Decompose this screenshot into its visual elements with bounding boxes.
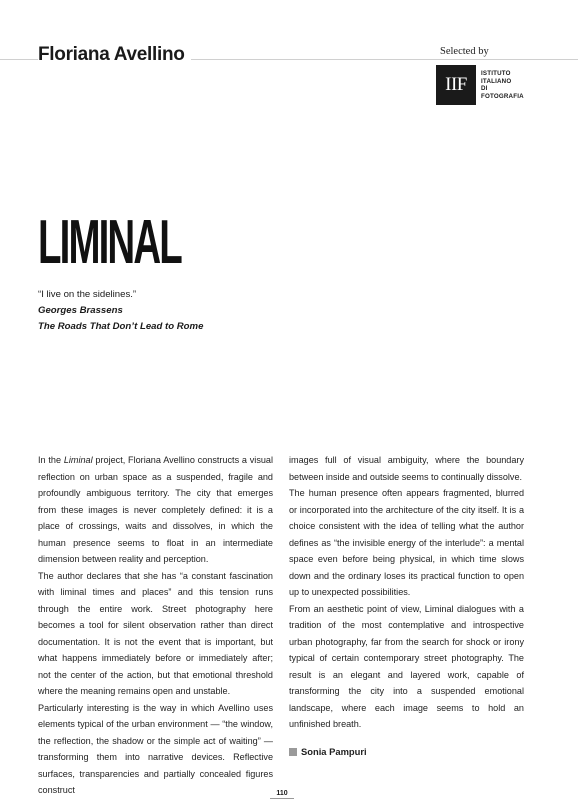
quote-text: “I live on the sidelines.” [38, 289, 137, 300]
selected-by-label: Selected by [436, 46, 493, 57]
iif-logo [436, 65, 524, 105]
paragraph: The human presence often appears fragmented, blurred or incorporated into the architecture of the city itself. It is a choice consistent with the idea of telling what the author defines as “the invisible energy of the interlude”: a mental space even before being physical, in which time slows down and the ordinary loses its practical function to open up to unexpected possibilities. [289, 488, 524, 597]
page-number: 110 [270, 790, 294, 799]
paragraph: Particularly interesting is the way in which Avellino uses elements typical of the urban environment — “the window, the reflection, the shadow or the simple act of waiting” — transforming them into narrative devices. Reflective surfaces, transparencies and partially concealed figures construct [38, 702, 273, 795]
logo-mark: IIF [436, 65, 476, 105]
paragraph: In the Liminal project, Floriana Avellino constructs a visual reflection on urban space as a suspended, fragile and profoundly ambiguous territory. The city that emerges from these images is never completely defined: it is a place of crossings, waits and dissolves, in which the human presence seems to float in an intermediate dimension between reality and perception. [38, 455, 274, 564]
signature-square-icon [289, 748, 297, 756]
logo-line: ITALIANO [481, 77, 512, 85]
logo-wordmark [481, 70, 524, 100]
logo-line: ISTITUTO [481, 70, 511, 77]
text-column-left [38, 452, 273, 799]
quote-source: The Roads That Don’t Lead to Rome [38, 321, 204, 332]
paragraph: The author declares that she has “a constant fascination with liminal times and places” and this tension runs through the entire work. Street photography here becomes a tool for silent observation rather than direct documentation. It is not the event that is important, but what happens immediately before or immediately after; not the center of the action, but that emotional threshold where the meaning remains open and unstable. [38, 570, 273, 696]
project-title: LIMINAL [38, 208, 181, 277]
project-name-italic: Liminal [63, 455, 93, 465]
epigraph [38, 287, 203, 335]
quote-author: Georges Brassens [38, 305, 123, 316]
paragraph: images full of visual ambiguity, where the boundary between inside and outside seems to continually dissolve. [289, 455, 524, 482]
paragraph: From an aesthetic point of view, Liminal dialogues with a tradition of the most contemplative and introspective urban photography, far from the search for shock or irony typical of certain contemporary street photography. The result is an elegant and layered work, capable of transforming the city into a suspended emotional landscape, where each image seems to hold an unfinished breath. [289, 603, 524, 729]
logo-line: FOTOGRAFIA [481, 92, 524, 100]
signature [289, 744, 524, 761]
text-column-right [289, 452, 524, 760]
signature-name: Sonia Pampuri [301, 745, 367, 757]
author-name: Floriana Avellino [38, 44, 191, 66]
logo-line: DI [481, 85, 488, 92]
